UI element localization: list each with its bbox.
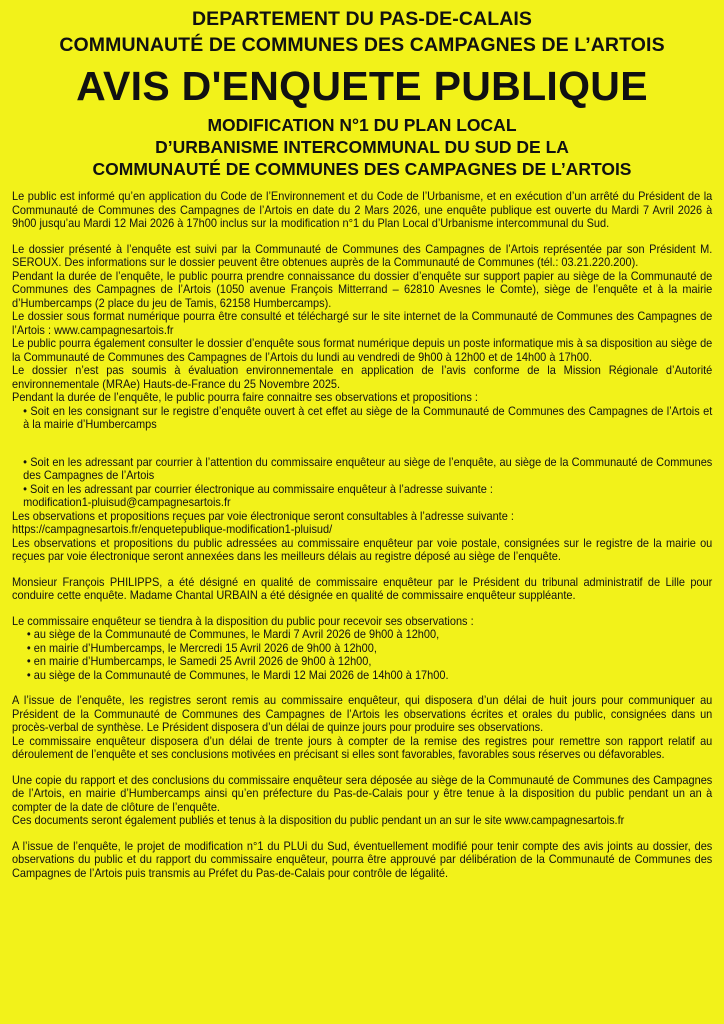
notice-subtitle — [12, 114, 712, 180]
registers-paragraph: A l’issue de l’enquête, les registres seront remis au commissaire enquêteur, qui disposera d’un délai de huit jours pour communiquer au Président de la Communauté de Communes des Campagnes de l’Artois les observations écrites et orales du public, consignées dans un procès-verbal de synthèse. Le Président disposera d’un délai de quinze jours pour produire ses observations. — [12, 693, 713, 734]
environment-paragraph: Le dossier n’est pas soumis à évaluation environnementale en application de l’avis conforme de la Mission Régionale d’Autorité environnementale (MRAe) Hauts-de-France du 25 Novembre 2025. — [12, 363, 713, 391]
observations-url-link[interactable]: https://campagnesartois.fr/enquetepublique-modification1-pluisud/ — [12, 522, 333, 536]
approval-paragraph: A l’issue de l’enquête, le projet de modification n°1 du PLUi du Sud, éventuellement modifié pour tenir compte des avis joints au dossier, des observations du public et du rapport du commissaire enquêteur, pourra être approuvé par délibération de la Communauté de Communes des Campagnes de l’Artois puis transmis au Préfet du Pas-de-Calais pour contrôle de légalité. — [12, 838, 713, 880]
notice-body — [12, 190, 712, 880]
notice-title: AVIS D'ENQUETE PUBLIQUE — [76, 63, 648, 109]
commissioner-paragraph: Monsieur François PHILIPPS, a été désigné en qualité de commissaire enquêteur par le Président du tribunal administratif de Lille pour conduire cette enquête. Madame Chantal URBAIN a été désignée en qualité de commissaire enquêteur suppléante. — [12, 574, 713, 602]
consultation-paragraph: Pendant la durée de l’enquête, le public pourra prendre connaissance du dossier d’enquête sur support papier au siège de la Communauté de Communes des Campagnes de l’Artois (1050 avenue François Mitterrand – 62810 Avesnes le Comte), siège de l’enquête et à la mairie d’Humbercamps (2 place du jeu de Tamis, 62158 Humbercamps). — [12, 268, 713, 310]
session-item: • au siège de la Communauté de Communes, le Mardi 7 Avril 2026 de 9h00 à 12h00, — [26, 627, 440, 641]
observations-intro: Pendant la durée de l’enquête, le public pourra faire connaitre ses observations et propositions : — [12, 390, 478, 404]
bullet-register: • Soit en les consignant sur le registre d’enquête ouvert à cet effet au siège de la Communauté de Communes des Campagnes de l’Artois et à la mairie d’Humbercamps — [23, 403, 713, 431]
subtitle-line-3: COMMUNAUTÉ DE COMMUNES DES CAMPAGNES DE L’ARTOIS — [92, 159, 632, 179]
intro-paragraph: Le public est informé qu’en application du Code de l’Environnement et du Code de l’Urbanisme, et en exécution d’un arrêté du Président de la Communauté de Communes des Campagnes de l’Artois en date du 2 Mars 2026, une enquête publique est ouverte du Mardi 7 Avril 2026 à 9h00 jusqu’au Mardi 12 Mai 2026 à 17h00 inclus sur la modification n°1 du Plan Local d’Urbanisme intercommunal du Sud. — [12, 189, 713, 230]
email-address-link[interactable]: modification1-pluisud@campagnesartois.fr — [23, 495, 231, 509]
bullet-mail: • Soit en les adressant par courrier à l’attention du commissaire enquêteur au siège de l’enquête, au siège de la Communauté de Communes des Campagnes de l’Artois — [23, 454, 713, 482]
annex-paragraph: Les observations et propositions du public adressées au commissaire enquêteur par voie postale, consignées sur le registre de la mairie ou reçues par voie électronique seront annexées dans les meilleurs délais au registre déposé au siège de l’enquête. — [12, 535, 713, 563]
session-item: • en mairie d’Humbercamps, le Samedi 25 Avril 2026 de 9h00 à 12h00, — [26, 654, 372, 668]
sessions-intro: Le commissaire enquêteur se tiendra à la disposition du public pour recevoir ses observations : — [12, 613, 474, 628]
digital-dossier-paragraph: Le dossier sous format numérique pourra être consulté et téléchargé sur le site internet de la Communauté de Communes des Campagnes de l’Artois : www.campagnesartois.fr — [12, 309, 713, 337]
bullet-email: • Soit en les adressant par courrier électronique au commissaire enquêteur à l’adresse suivante : — [23, 481, 493, 496]
report-paragraph: Le commissaire enquêteur disposera d’un délai de trente jours à compter de la remise des registres pour remettre son rapport relatif au déroulement de l’enquête et ses conclusions motivées en précisant si elles sont favorables, favorables sous réserves ou défavorables. — [12, 733, 713, 761]
session-item: • au siège de la Communauté de Communes, le Mardi 12 Mai 2026 de 14h00 à 17h00. — [26, 667, 449, 682]
subtitle-line-2: D’URBANISME INTERCOMMUNAL DU SUD DE LA — [155, 137, 569, 157]
report-copy-paragraph: Une copie du rapport et des conclusions du commissaire enquêteur sera déposée au siège de la Communauté de Communes des Campagnes de l’Artois, en mairie d’Humbercamps ainsi qu’en préfecture du Pas-de-Calais pour y être tenue à la disposition du public pendant un an à compter de la date de clôture de l’enquête. — [12, 772, 713, 814]
session-item: • en mairie d’Humbercamps, le Mercredi 15 Avril 2026 de 9h00 à 12h00, — [26, 640, 377, 655]
computer-access-paragraph: Le public pourra également consulter le dossier d’enquête sous format numérique depuis un poste informatique mis à sa disposition au siège de la Communauté de Communes des Campagnes de l’Artois du lundi au vendredi de 9h00 à 12h00 et de 14h00 à 17h00. — [12, 336, 713, 364]
publication-paragraph: Ces documents seront également publiés et tenus à la disposition du public pendant un an sur le site www.campagnesartois.fr — [12, 813, 625, 827]
department-heading: DEPARTEMENT DU PAS-DE-CALAIS — [191, 8, 533, 30]
community-heading: COMMUNAUTÉ DE COMMUNES DES CAMPAGNES DE L’ARTOIS — [59, 34, 665, 56]
online-observations-paragraph: Les observations et propositions reçues par voie électronique seront consultables à l’adresse suivante : — [12, 508, 514, 523]
dossier-paragraph: Le dossier présenté à l’enquête est suivi par la Communauté de Communes des Campagnes de l’Artois représentée par son Président M. SEROUX. Des informations sur le dossier peuvent être obtenues auprès de la Communauté de Communes (tél.: 03.21.220.200). — [12, 241, 713, 269]
subtitle-line-1: MODIFICATION N°1 DU PLAN LOCAL — [207, 115, 517, 135]
